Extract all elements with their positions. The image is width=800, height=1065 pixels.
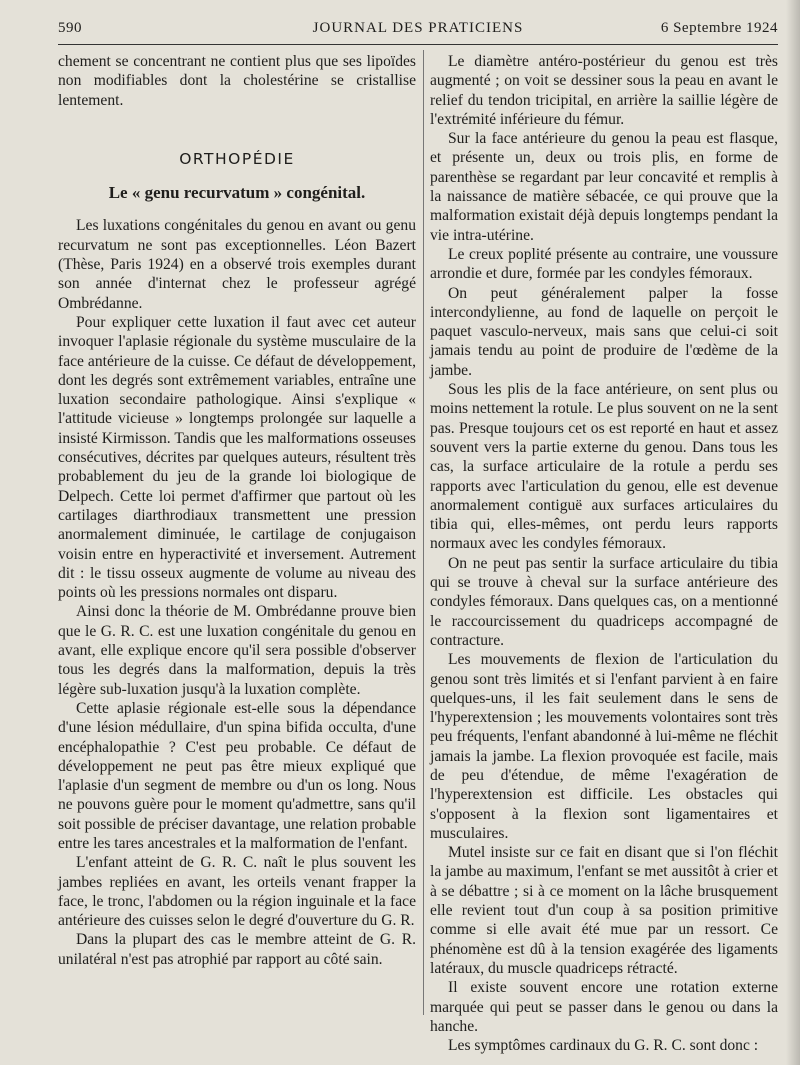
- article-title: Le « genu recurvatum » congénital.: [108, 183, 366, 203]
- paragraph: Le diamètre antéro-postérieur du genou est très augmenté ; on voit se dessiner sous la peau en avant le relief du tendon tricipital, en arrière la saillie légère de l'extrémité inférieure du fémur.: [430, 53, 778, 128]
- paragraph: On ne peut pas sentir la surface articulaire du tibia qui se trouve à cheval sur la surface antérieure des condyles fémoraux. Dans quelques cas, on a mentionné le raccourcissement du quadriceps accompagné de contracture.: [430, 554, 778, 649]
- paragraph: Cette aplasie régionale est-elle sous la dépendance d'une lésion médullaire, d'un spina bifida occulta, d'une encéphalopathie ? C'est peu probable. Ce défaut de développement ne peut pas être mieux expliqué que l'aplasie d'un segment de membre ou d'un os long. Nous ne pouvons guère pour le moment qu'admettre, sans qu'il soit possible de préciser davantage, une relation probable entre les tares ancestrales et la malformation de l'enfant.: [58, 699, 416, 852]
- paragraph: Les mouvements de flexion de l'articulation du genou sont très limités et si l'enfant parvient à en faire quelques-uns, il les fait seulement dans le sens de l'hyperextension ; les mouvements volontaires sont très peu fréquents, l'enfant abandonné à lui-même ne fléchit jamais la jambe. La flexion provoquée est facile, mais de peu d'étendue, de même l'exagération de l'hyperextension est difficile. Les obstacles qui s'opposent à la flexion sont ligamentaires et musculaires.: [430, 651, 778, 842]
- left-column: [58, 52, 416, 969]
- paragraph: Les symptômes cardinaux du G. R. C. sont donc :: [448, 1037, 759, 1055]
- journal-title: JOURNAL DES PRATICIENS: [312, 20, 524, 36]
- paragraph: chement se concentrant ne contient plus que ses lipoïdes non modifiables dont la cholestérine se cristallise lentement.: [58, 53, 416, 109]
- issue-date: 6 Septembre 1924: [660, 20, 778, 36]
- page-header: [58, 18, 778, 42]
- paragraph: Les luxations congénitales du genou en avant ou genu recurvatum ne sont pas exceptionnelles. Léon Bazert (Thèse, Paris 1924) en a observé trois exemples durant son année d'internat chez le professeur agrégé Ombrédanne.: [58, 217, 416, 312]
- section-title: ORTHOPÉDIE: [179, 149, 295, 168]
- paragraph: Pour expliquer cette luxation il faut avec cet auteur invoquer l'aplasie régionale du système musculaire de la face antérieure de la cuisse. Ce défaut de développement, dont les degrés sont extrêmement variables, entraîne une luxation secondaire pathologique. Ainsi s'explique « l'attitude vicieuse » longtemps prolongée sur laquelle a insisté Kirmisson. Tandis que les malformations osseuses consécutives, décrites par quelques auteurs, résultent très probablement du jeu de la grande loi biologique de Delpech. Cette loi permet d'affirmer que partout où les cartilages diarthrodiaux transmettent une pression anormalement diminuée, le cartilage de conjugaison voisin entre en hyperactivité et inversement. Autrement dit : le tissu osseux augmente de volume au niveau des points où les pressions normales ont disparu.: [58, 313, 416, 602]
- paragraph: Il existe souvent encore une rotation externe marquée qui peut se passer dans le genou ou dans la hanche.: [430, 979, 778, 1035]
- header-rule: [58, 44, 778, 45]
- paragraph: Mutel insiste sur ce fait en disant que si l'on fléchit la jambe au maximum, l'enfant se met aussitôt à crier et à se débattre ; si à ce moment on la lâche brusquement elle revient tout d'un coup à sa position primitive comme si elle avait été mue par un ressort. Ce phénomène est dû à la tension exagérée des ligaments latéraux, du muscle quadriceps rétracté.: [430, 844, 778, 977]
- page-edge-shadow: [786, 0, 800, 1065]
- right-column: [430, 52, 778, 1055]
- paragraph: Ainsi donc la théorie de M. Ombrédanne prouve bien que le G. R. C. est une luxation congénitale du genou en avant, elle explique encore qu'il sera possible d'observer tous les degrés dans la malformation, depuis la très légère sub-luxation jusqu'à la luxation complète.: [58, 603, 416, 698]
- page-number: 590: [58, 20, 82, 36]
- paragraph: Le creux poplité présente au contraire, une voussure arrondie et dure, formée par les condyles fémoraux.: [430, 245, 778, 283]
- paragraph: On peut généralement palper la fosse intercondylienne, au fond de laquelle on perçoit le paquet vasculo-nerveux, mais sans que celui-ci soit jamais tendu au point de produire de l'œdème de la jambe.: [430, 284, 778, 379]
- paragraph: Sous les plis de la face antérieure, on sent plus ou moins nettement la rotule. Le plus souvent on ne la sent pas. Presque toujours cet os est reporté en haut et assez souvent vers la partie externe du genou. Dans tous les cas, la surface articulaire de la rotule a perdu ses rapports avec l'articulation du genou, elle est devenue anormalement contiguë aux surfaces articulaires du tibia qui, elles-mêmes, ont perdu leurs rapports normaux avec les condyles fémoraux.: [430, 381, 778, 553]
- paragraph: Dans la plupart des cas le membre atteint de G. R. unilatéral n'est pas atrophié par rapport au côté sain.: [58, 931, 416, 968]
- paragraph: Sur la face antérieure du genou la peau est flasque, et présente un, deux ou trois plis, en forme de parenthèse se regardant par leur concavité et remplis à la naissance de matière sébacée, ce qui prouve que la malformation existait déjà depuis longtemps pendant la vie intra-utérine.: [430, 130, 778, 244]
- column-divider: [423, 50, 424, 1015]
- paragraph: L'enfant atteint de G. R. C. naît le plus souvent les jambes repliées en avant, les orteils venant frapper la face, le tronc, l'abdomen ou la région inguinale et la face antérieure des cuisses selon le degré d'ouverture du G. R.: [58, 854, 416, 930]
